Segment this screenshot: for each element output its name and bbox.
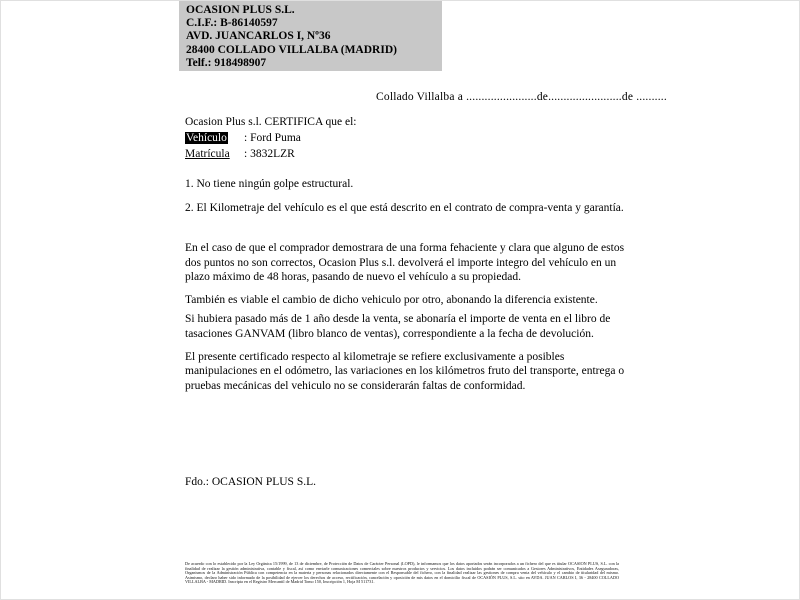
vehicle-label: Vehículo [186, 132, 227, 144]
company-name: OCASION PLUS S.L. [186, 4, 295, 16]
point-1: 1. No tiene ningún golpe estructural. [185, 178, 354, 190]
vehicle-line [185, 132, 301, 144]
signature-line: Fdo.: OCASION PLUS S.L. [185, 476, 316, 488]
company-address: AVD. JUANCARLOS I, Nº36 [186, 30, 331, 43]
plate-line [185, 148, 295, 160]
plate-label: Matrícula [185, 148, 230, 160]
certificate-page [1, 1, 799, 599]
paragraph-ganvam: Si hubiera pasado más de 1 año desde la venta, se abonaría el importe de venta en el libro de tasaciones GANVAM (libro blanco de ventas), correspondiente a la fecha de devolución. [185, 313, 611, 340]
certifies-line: Ocasion Plus s.l. CERTIFICA que el: [185, 116, 357, 128]
paragraph-refund: En el caso de que el comprador demostrara de una forma fehaciente y clara que alguno de estos dos puntos no son correctos, Ocasion Plus s.l. devolverá el importe integro del vehículo en un plazo máximo de 48 horas, pasando de nuevo el vehículo a su propiedad. [185, 242, 625, 284]
company-cif: C.I.F.: B-86140597 [186, 17, 278, 30]
company-phone: Telf.: 918498907 [186, 56, 267, 69]
vehicle-label-column [185, 132, 244, 144]
certified-points [185, 177, 633, 225]
terms-paragraphs [185, 241, 629, 401]
paragraph-odometer: El presente certificado respecto al kilometraje se refiere exclusivamente a posibles manipulaciones en el odómetro, las variaciones en los kilómetros fruto del transporte, entrega o pruebas mecánicas del vehiculo no se considerarán faltas de conformidad. [185, 350, 625, 392]
legal-fine-print: De acuerdo con lo establecido por la Ley Orgánica 15/1999, de 13 de diciembre, de Protección de Datos de Carácter Personal (LOPD), le informamos que los datos aportados serán incorporados a un fichero del que es titular OCASION PLUS, S.L. con la finalidad de realizar la gestión administrativa, contable y fiscal, así como enviarle comunicaciones comerciales sobre nuestros productos y servicios. Los datos incluidos podrán ser comunicados a Gestores Administrativos, Entidades Aseguradoras, Organismos de la Administración Pública con competencia en la materia y personas relacionados directamente con el Responsable del fichero, con la finalidad realizar las gestiones de compra venta del vehículo y el cambio de titularidad del mismo. Asimismo, declaro haber sido informado de la posibilidad de ejercer los derechos de acceso, rectificación, cancelación y oposición de mis datos en el domicilio fiscal de OCASIÓN PLUS, S.L. sito en AVDA. JUAN CARLOS I, 36 - 28400 COLLADO VILLALBA - MADRID. Inscripta en el Registro Mercantil de Madrid Tomo 150, Inscripción 1, Hoja M 511731. [185, 561, 619, 584]
vehicle-value: : Ford Puma [244, 132, 301, 144]
date-place-line: Collado Villalba a .......................de........................de .......... [376, 91, 667, 103]
company-header [179, 1, 442, 71]
point-2: 2. El Kilometraje del vehículo es el que está descrito en el contrato de compra-venta y garantía. [185, 202, 624, 214]
plate-value: : 3832LZR [244, 148, 295, 160]
plate-label-column [185, 148, 244, 160]
company-city: 28400 COLLADO VILLALBA (MADRID) [186, 43, 397, 56]
paragraph-exchange: También es viable el cambio de dicho vehiculo por otro, abonando la diferencia existente. [185, 293, 598, 306]
